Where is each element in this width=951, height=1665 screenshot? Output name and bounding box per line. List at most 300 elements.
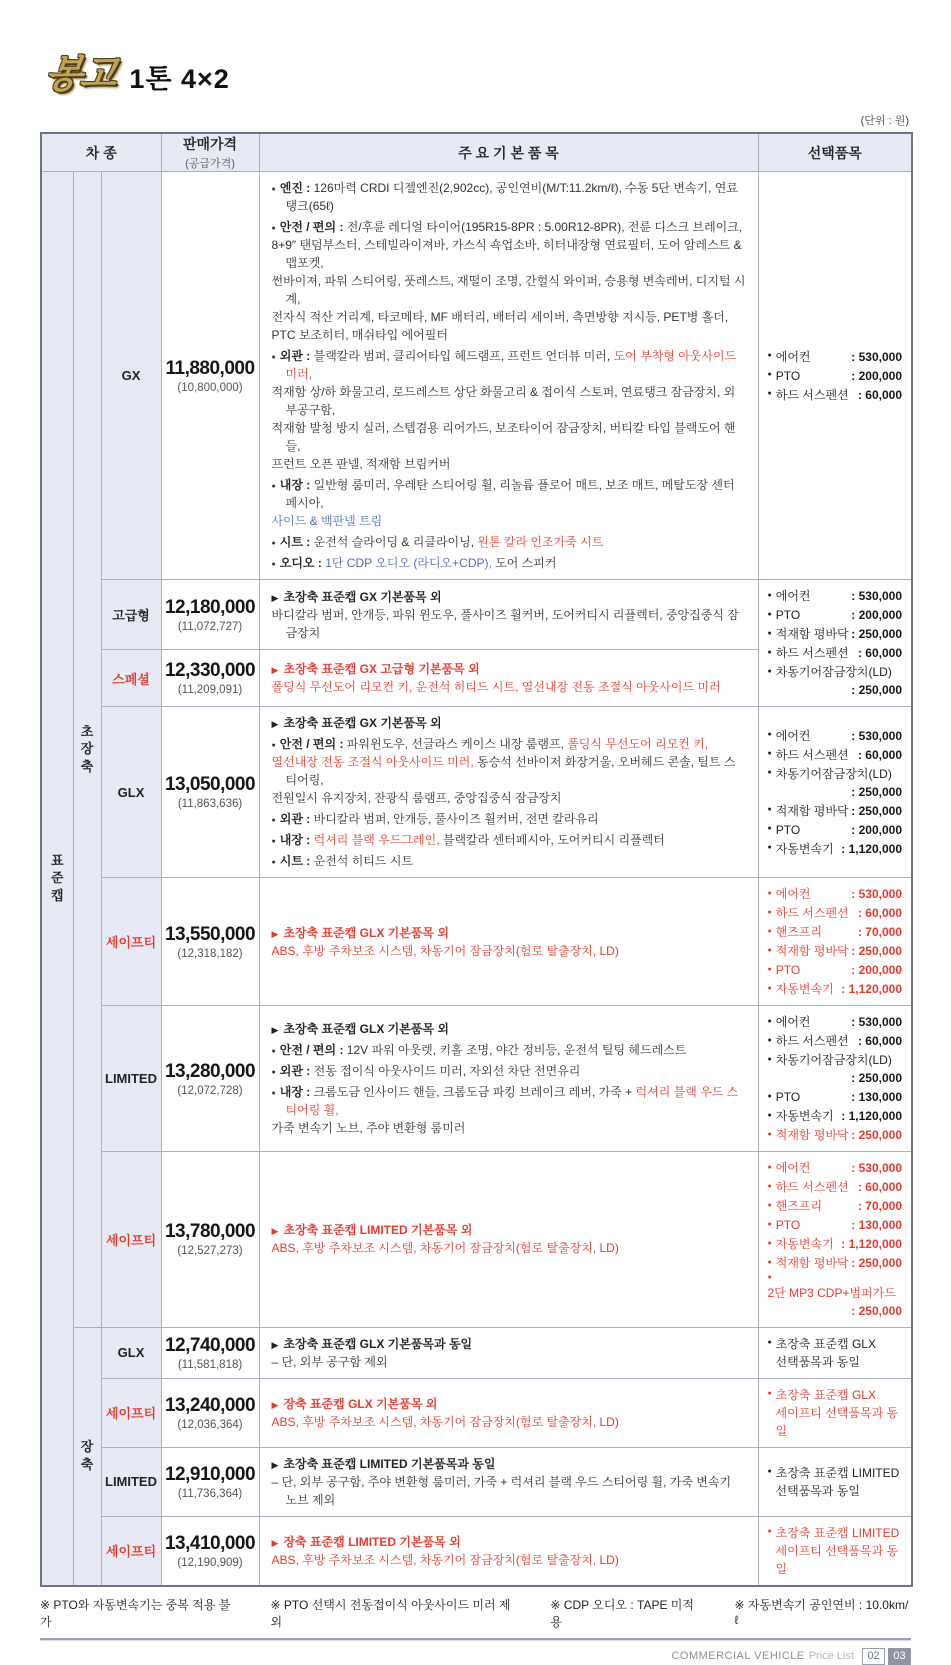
- feature-text: 적재함 상/하 화물고리, 로드레스트 상단 화물고리 & 접이식 스토퍼, 연료탱크 잠금장치, 외부공구함,: [271, 385, 736, 417]
- option-item: [768, 386, 903, 404]
- features-cell: [259, 172, 758, 580]
- option-label: 적재함 평바닥: [775, 627, 849, 641]
- option-item: [768, 1051, 903, 1087]
- option-bullet-icon: ●: [767, 731, 772, 739]
- option-item: [768, 942, 903, 960]
- option-bullet-icon: ●: [767, 1055, 772, 1063]
- option-label: 하드 서스펜션: [775, 1180, 849, 1194]
- feature-text: 운전석 슬라이딩 & 리클라이닝,: [313, 535, 478, 549]
- option-item: [768, 587, 903, 605]
- option-item: [768, 961, 903, 979]
- option-bullet-icon: ●: [767, 965, 772, 973]
- option-bullet-icon: ●: [767, 1163, 772, 1171]
- option-label: 2단 MP3 CDP+범퍼가드: [767, 1285, 896, 1300]
- feature-text: 파워윈도우, 선글라스 케이스 내장 룸램프,: [346, 737, 568, 751]
- features-cell: [259, 1447, 758, 1516]
- option-label: 에어컨: [775, 589, 811, 603]
- option-price: : 530,000: [851, 349, 903, 364]
- table-row: [41, 1327, 912, 1378]
- feature-line: [272, 735, 746, 753]
- option-label: PTO: [775, 608, 801, 622]
- bullet-icon: ●: [271, 224, 276, 232]
- option-price: : 1,120,000: [841, 841, 903, 856]
- feature-line: [272, 554, 746, 572]
- option-item: [768, 367, 903, 385]
- option-item: [768, 1386, 903, 1440]
- options-cell: [758, 1152, 912, 1328]
- feature-text: 초장축 표준캡 GLX 기본품목 외: [283, 1022, 449, 1036]
- feature-text: 전/후륜 레디얼 타이어(195R15-8PR : 5.00R12-8PR), 전륜 디스크 브레이크,: [346, 220, 743, 234]
- price-cell: [161, 172, 259, 580]
- feature-text: 사이드 & 백판넬 트림: [271, 514, 383, 528]
- option-label: 자동변속기: [775, 1109, 834, 1123]
- sale-price: 12,740,000: [164, 1334, 256, 1356]
- footer-divider: [40, 1638, 911, 1641]
- feature-text: 외관 :: [279, 1064, 314, 1078]
- price-cell: [161, 580, 259, 650]
- option-price: : 200,000: [851, 822, 903, 837]
- option-label: 에어컨: [775, 728, 811, 743]
- bullet-icon: ●: [271, 1047, 276, 1055]
- model-cell: LIMITED: [101, 1006, 161, 1152]
- option-price: : 130,000: [851, 1090, 903, 1104]
- features-cell: [259, 580, 758, 650]
- bullet-icon: ●: [271, 185, 276, 193]
- header-price-sub: (공급가격): [185, 158, 235, 170]
- option-label: 자동변속기: [775, 982, 834, 996]
- model-cell: 세이프티: [101, 1378, 161, 1447]
- feature-line: [272, 476, 746, 512]
- table-row: [41, 1516, 912, 1586]
- bullet-icon: ●: [271, 858, 276, 866]
- axis-label-cell-text: 초 장 축: [80, 723, 94, 775]
- option-bullet-icon: ●: [767, 1220, 772, 1228]
- feature-line: [272, 1473, 746, 1509]
- feature-text: ABS, 후방 주차보조 시스템, 차동기어 잠금장치(험로 탈출장치, LD): [271, 1552, 619, 1567]
- option-label-line2: 선택품목과 동일: [775, 1354, 860, 1369]
- feature-line: [272, 606, 746, 642]
- arrow-icon: ▶: [271, 1537, 279, 1548]
- feature-text: 일반형 룸미러, 우레탄 스티어링 휠, 리놀륨 플로어 매트, 보조 매트, 메탈도장 센터페시아,: [285, 478, 735, 510]
- sale-price: 12,330,000: [164, 660, 256, 682]
- feature-line: [272, 852, 746, 870]
- option-bullet-icon: ●: [767, 1528, 772, 1536]
- table-row: [41, 1152, 912, 1328]
- option-label: 하드 서스펜션: [775, 646, 849, 660]
- option-bullet-icon: ●: [767, 1017, 772, 1025]
- features-cell: [259, 1378, 758, 1447]
- option-bullet-icon: ●: [767, 1111, 772, 1119]
- feature-text: 폴딩식 무선도어 리모컨 키,: [567, 737, 709, 751]
- table-row: [41, 172, 912, 580]
- feature-text: 적재함 발청 방지 실러, 스텝겸용 리어가드, 보조타이어 잠금장치, 버티칼 타입 블랙도어 핸들,: [271, 421, 736, 453]
- option-item: [768, 923, 903, 941]
- option-label: 하드 서스펜션: [775, 747, 849, 762]
- features-cell: [259, 1516, 758, 1586]
- footer-brand: COMMERCIAL VEHICLE: [671, 1650, 805, 1662]
- option-item: [768, 663, 903, 699]
- sale-price: 12,180,000: [164, 596, 256, 618]
- option-item: [768, 1032, 903, 1050]
- page-title: 1톤 4×2: [129, 64, 230, 94]
- features-cell: [259, 650, 758, 707]
- footnote: ※ PTO와 자동변속기는 중복 적용 불가: [40, 1597, 231, 1629]
- arrow-icon: ▶: [271, 719, 279, 729]
- feature-text: 안전 / 편의 :: [279, 220, 347, 234]
- cab-label-cell-text: 표 준 캡: [50, 852, 64, 904]
- feature-text: 장축 표준캡 LIMITED 기본품목 외: [283, 1534, 461, 1549]
- option-item: [768, 885, 903, 903]
- option-price: : 250,000: [851, 1071, 903, 1085]
- option-price: : 60,000: [857, 747, 903, 762]
- option-item: [768, 606, 903, 624]
- feature-line: [272, 326, 746, 344]
- table-row: [41, 1378, 912, 1447]
- option-price: : 530,000: [851, 1015, 903, 1029]
- feature-line: [272, 924, 746, 942]
- option-item: [768, 1335, 903, 1371]
- feature-line: [272, 533, 746, 551]
- features-cell: [259, 878, 758, 1006]
- option-label: 자동변속기: [775, 1237, 834, 1251]
- option-bullet-icon: ●: [767, 825, 772, 833]
- option-item: [768, 765, 903, 801]
- feature-text: 초장축 표준캡 LIMITED 기본품목과 동일: [283, 1456, 496, 1471]
- feature-text: 바디칼라 범퍼, 안개등, 파워 윈도우, 풀사이즈 휠커버, 도어커티시 리플렉터, 중앙집중식 잠금장치: [271, 607, 739, 640]
- option-item: [768, 1524, 903, 1578]
- axis-label-cell: [73, 1327, 101, 1586]
- footnote: ※ 자동변속기 공인연비 : 10.0km/ℓ: [734, 1597, 909, 1627]
- option-price: : 200,000: [851, 368, 903, 383]
- option-label: 핸즈프리: [775, 1199, 823, 1213]
- feature-text: 도어 부착형 아웃사이드 미러,: [285, 349, 737, 381]
- option-label: 적재함 평바닥: [775, 1128, 849, 1142]
- feature-line: [272, 1062, 746, 1080]
- model-cell: GX: [101, 172, 161, 580]
- feature-line: [272, 1353, 746, 1371]
- option-price: : 530,000: [851, 1161, 903, 1175]
- price-cell: [161, 1006, 259, 1152]
- table-row: [41, 707, 912, 878]
- feature-text: 외관 :: [279, 812, 314, 826]
- feature-text: 12V 파워 아웃렛, 키홀 조명, 야간 정비등, 운전석 틸팅 헤드레스트: [346, 1043, 687, 1057]
- option-label: 초장축 표준캡 LIMITED: [775, 1465, 900, 1480]
- option-price: : 60,000: [857, 906, 903, 920]
- option-label: 적재함 평바닥: [775, 944, 849, 958]
- feature-text: 운전석 히티드 시트: [313, 854, 414, 868]
- feature-line: [272, 179, 746, 215]
- supply-price: (11,209,091): [177, 684, 243, 697]
- feature-line: [272, 1239, 746, 1257]
- option-item: [768, 1464, 903, 1500]
- feature-text: 가죽 변속기 노브, 주야 변환형 룸미러: [271, 1121, 466, 1135]
- option-price: : 200,000: [851, 608, 903, 622]
- option-bullet-icon: ●: [767, 1130, 772, 1138]
- footnote: ※ PTO 선택시 전동접이식 아웃사이드 미러 제외: [270, 1597, 511, 1629]
- option-item: [768, 1013, 903, 1031]
- option-item: [768, 1159, 903, 1177]
- option-price: : 60,000: [857, 387, 903, 402]
- arrow-icon: ▶: [271, 1459, 279, 1470]
- feature-line: [272, 714, 746, 732]
- feature-text: 초장축 표준캡 GX 고급형 기본품목 외: [283, 662, 480, 677]
- price-cell: [161, 707, 259, 878]
- page-number-left: 02: [862, 1648, 885, 1665]
- option-label: 적재함 평바닥: [775, 1256, 849, 1270]
- table-header: [41, 133, 912, 172]
- feature-text: ABS, 후방 주차보조 시스템, 차동기어 잠금장치(험로 탈출장치, LD): [271, 1414, 619, 1429]
- option-bullet-icon: ●: [767, 352, 772, 360]
- features-cell: [259, 1327, 758, 1378]
- price-cell: [161, 878, 259, 1006]
- sale-price: 12,910,000: [164, 1463, 256, 1485]
- option-item: [768, 904, 903, 922]
- feature-text: 외관 :: [279, 349, 314, 363]
- bullet-icon: ●: [271, 837, 276, 845]
- features-cell: [259, 707, 758, 878]
- option-bullet-icon: ●: [767, 629, 772, 637]
- option-item: [768, 1197, 903, 1215]
- option-bullet-icon: ●: [767, 1201, 772, 1209]
- feature-text: 썬바이져, 파워 스티어링, 풋레스트, 재떨이 조명, 간헐식 와이퍼, 승용형 변속레버, 디지털 시계,: [271, 274, 746, 306]
- option-item: [768, 746, 903, 764]
- arrow-icon: ▶: [271, 928, 279, 939]
- option-price: : 250,000: [851, 803, 903, 818]
- option-label: 초장축 표준캡 GLX: [775, 1336, 876, 1351]
- options-cell: [758, 1327, 912, 1378]
- sale-price: 11,880,000: [165, 357, 255, 379]
- feature-line: [272, 1020, 746, 1038]
- option-item: [768, 821, 903, 839]
- feature-text: 초장축 표준캡 GX 기본품목 외: [283, 589, 442, 604]
- option-bullet-icon: ●: [767, 946, 772, 954]
- options-cell: [758, 878, 912, 1006]
- option-label: PTO: [775, 1218, 801, 1232]
- options-cell: [758, 1006, 912, 1152]
- supply-price: (12,318,182): [177, 947, 243, 960]
- sale-price: 13,280,000: [164, 1060, 256, 1082]
- option-item: [768, 802, 903, 820]
- option-label-line2: 선택품목과 동일: [775, 1483, 860, 1498]
- feature-text: 럭셔리 블랙 우드 스티어링 휠,: [285, 1085, 739, 1117]
- price-cell: [161, 1378, 259, 1447]
- feature-line: [272, 1083, 746, 1119]
- axis-label-cell-text: 장 축: [80, 1439, 94, 1472]
- bullet-icon: ●: [271, 1089, 276, 1097]
- option-bullet-icon: ●: [767, 390, 772, 398]
- option-bullet-icon: ●: [767, 1182, 772, 1190]
- option-label: 하드 서스펜션: [775, 906, 849, 920]
- option-label: 차동기어잠금장치(LD): [775, 766, 892, 781]
- feature-text: 블랙칼라 범퍼, 클리어타입 헤드램프, 프런트 언더뷰 미러,: [313, 349, 614, 363]
- price-cell: [161, 1152, 259, 1328]
- option-label: PTO: [775, 963, 801, 977]
- option-price: : 60,000: [857, 646, 903, 660]
- feature-text: ABS, 후방 주차보조 시스템, 차동기어 잠금장치(험로 탈출장치, LD): [271, 943, 619, 958]
- options-cell: [758, 580, 912, 707]
- feature-line: [272, 1221, 746, 1239]
- footnote: ※ CDP 오디오 : TAPE 미적용: [550, 1597, 694, 1629]
- bullet-icon: ●: [271, 560, 276, 568]
- feature-text: 원톤 칼라 인조가죽 시트: [477, 535, 604, 549]
- option-item: [768, 980, 903, 998]
- supply-price: (10,800,000): [177, 381, 243, 394]
- option-bullet-icon: ●: [767, 908, 772, 916]
- option-item: [768, 727, 903, 745]
- option-item: [768, 1273, 903, 1320]
- page-number-right: 03: [888, 1648, 911, 1665]
- table-row: [41, 878, 912, 1006]
- price-table: [40, 132, 913, 1587]
- features-cell: [259, 1152, 758, 1328]
- feature-text: 오디오 :: [279, 556, 326, 570]
- feature-line: [272, 1041, 746, 1059]
- option-bullet-icon: ●: [767, 844, 772, 852]
- option-price: : 200,000: [851, 963, 903, 977]
- feature-line: [272, 1335, 746, 1353]
- feature-text: – 단, 외부 공구함 제외: [271, 1354, 388, 1369]
- arrow-icon: ▶: [271, 665, 279, 676]
- bullet-icon: ●: [271, 482, 276, 490]
- cab-label-cell: [41, 172, 73, 1586]
- sale-price: 13,240,000: [164, 1394, 256, 1416]
- option-bullet-icon: ●: [767, 591, 772, 599]
- supply-price: (11,581,818): [177, 1358, 243, 1371]
- options-cell: [758, 1378, 912, 1447]
- option-label: PTO: [775, 822, 801, 837]
- option-price: : 60,000: [857, 1034, 903, 1048]
- feature-text: 1단 CDP 오디오 (라디오+CDP),: [325, 556, 496, 570]
- masthead: [42, 46, 911, 98]
- header-options: 선택품목: [758, 133, 912, 172]
- feature-text: 안전 / 편의 :: [279, 737, 347, 751]
- option-bullet-icon: ●: [767, 371, 772, 379]
- option-label: 하드 서스펜션: [775, 387, 849, 402]
- option-price: : 250,000: [851, 683, 903, 697]
- feature-line: [272, 308, 746, 326]
- supply-price: (11,736,364): [177, 1487, 243, 1500]
- option-bullet-icon: ●: [767, 610, 772, 618]
- option-bullet-icon: ●: [767, 1092, 772, 1100]
- option-price: : 250,000: [851, 944, 903, 958]
- model-cell: LIMITED: [101, 1447, 161, 1516]
- arrow-icon: ▶: [271, 1339, 279, 1350]
- feature-text: 126마력 CRDI 디젤엔진(2,902cc), 공인연비(M/T:11.2km/ℓ), 수동 5단 변속기, 연료탱크(65ℓ): [285, 181, 738, 213]
- feature-line: [272, 1533, 746, 1551]
- sale-price: 13,410,000: [164, 1532, 256, 1554]
- model-cell: GLX: [101, 707, 161, 878]
- feature-line: [272, 455, 746, 473]
- sale-price: 13,780,000: [164, 1221, 256, 1243]
- option-bullet-icon: ●: [767, 1036, 772, 1044]
- feature-line: [272, 942, 746, 960]
- features-cell: [259, 1006, 758, 1152]
- option-bullet-icon: ●: [767, 806, 772, 814]
- options-cell: [758, 1516, 912, 1586]
- option-label: 초장축 표준캡 LIMITED: [775, 1525, 900, 1540]
- option-label: 초장축 표준캡 GLX: [775, 1387, 876, 1402]
- model-cell: 세이프티: [101, 1152, 161, 1328]
- options-cell: [758, 1447, 912, 1516]
- feature-line: [272, 272, 746, 308]
- option-bullet-icon: ●: [767, 769, 772, 777]
- model-cell: 고급형: [101, 580, 161, 650]
- feature-text: 전자식 적산 거리계, 타코메타, MF 배터리, 배터리 세이버, 측면방향 지시등, PET병 홀더,: [271, 310, 729, 324]
- header-price: [161, 133, 259, 172]
- option-price: : 250,000: [851, 627, 903, 641]
- option-item: [768, 1107, 903, 1125]
- feature-text: 8+9″ 탠덤부스터, 스테빌라이져바, 가스식 쇽업소바, 히터내장형 연료필터, 도어 암레스트 & 맵포켓,: [271, 238, 742, 270]
- page-footer: [40, 1648, 911, 1665]
- feature-text: 바디칼라 범퍼, 안개등, 풀사이즈 휠커버, 전면 칼라유리: [313, 812, 599, 826]
- model-cell: 세이프티: [101, 1516, 161, 1586]
- feature-text: 블랙칼라 센터페시아, 도어커티시 리플렉터: [442, 833, 665, 847]
- option-label: 에어컨: [775, 349, 811, 364]
- option-label: 에어컨: [775, 887, 811, 901]
- option-price: : 70,000: [857, 925, 903, 939]
- feature-text: 초장축 표준캡 GLX 기본품목과 동일: [283, 1336, 473, 1351]
- option-item: [768, 1254, 903, 1272]
- supply-price: (12,190,909): [177, 1556, 243, 1569]
- feature-text: 초장축 표준캡 GLX 기본품목 외: [283, 925, 449, 940]
- arrow-icon: ▶: [271, 592, 279, 603]
- feature-text: 초장축 표준캡 GX 기본품목 외: [283, 716, 442, 730]
- feature-text: 초장축 표준캡 LIMITED 기본품목 외: [283, 1223, 473, 1238]
- feature-line: [272, 753, 746, 789]
- option-item: [768, 625, 903, 643]
- feature-line: [272, 660, 746, 678]
- model-cell: 스페셜: [101, 650, 161, 707]
- feature-line: [272, 347, 746, 383]
- option-bullet-icon: ●: [767, 750, 772, 758]
- feature-line: [272, 789, 746, 807]
- feature-text: 내장 :: [279, 833, 314, 847]
- option-price: : 250,000: [851, 1303, 903, 1318]
- feature-line: [272, 678, 746, 696]
- option-bullet-icon: ●: [767, 1390, 772, 1398]
- option-label: 차동기어잠금장치(LD): [775, 1053, 892, 1067]
- feature-text: 전원일시 유지장치, 잔광식 룸램프, 중앙집중식 잠금장치: [271, 791, 562, 805]
- sale-price: 13,550,000: [164, 923, 256, 945]
- bullet-icon: ●: [271, 816, 276, 824]
- option-price: : 1,120,000: [841, 1237, 903, 1251]
- option-label: 하드 서스펜션: [775, 1034, 849, 1048]
- option-label: 차동기어잠금장치(LD): [775, 665, 892, 679]
- supply-price: (11,863,636): [177, 798, 243, 810]
- option-price: : 530,000: [851, 887, 903, 901]
- feature-text: 장축 표준캡 GLX 기본품목 외: [283, 1396, 438, 1411]
- arrow-icon: ▶: [271, 1399, 279, 1410]
- header-items: 주 요 기 본 품 목: [259, 133, 758, 172]
- bullet-icon: ●: [271, 741, 276, 749]
- option-bullet-icon: ●: [767, 1339, 772, 1347]
- header-price-main: 판매가격: [182, 136, 238, 152]
- option-bullet-icon: ●: [767, 889, 772, 897]
- table-row: [41, 580, 912, 650]
- table-row: [41, 1006, 912, 1152]
- header-row: [41, 133, 912, 172]
- option-label: 자동변속기: [775, 841, 834, 856]
- arrow-icon: ▶: [271, 1226, 279, 1237]
- unit-label: (단위 : 원): [860, 115, 909, 127]
- feature-text: 엔진 :: [279, 181, 314, 195]
- supply-price: (12,527,273): [177, 1245, 243, 1258]
- option-price: : 530,000: [851, 589, 903, 603]
- price-cell: [161, 1447, 259, 1516]
- option-price: : 60,000: [857, 1180, 903, 1194]
- option-bullet-icon: ●: [767, 927, 772, 935]
- feature-text: 내장 :: [279, 478, 314, 492]
